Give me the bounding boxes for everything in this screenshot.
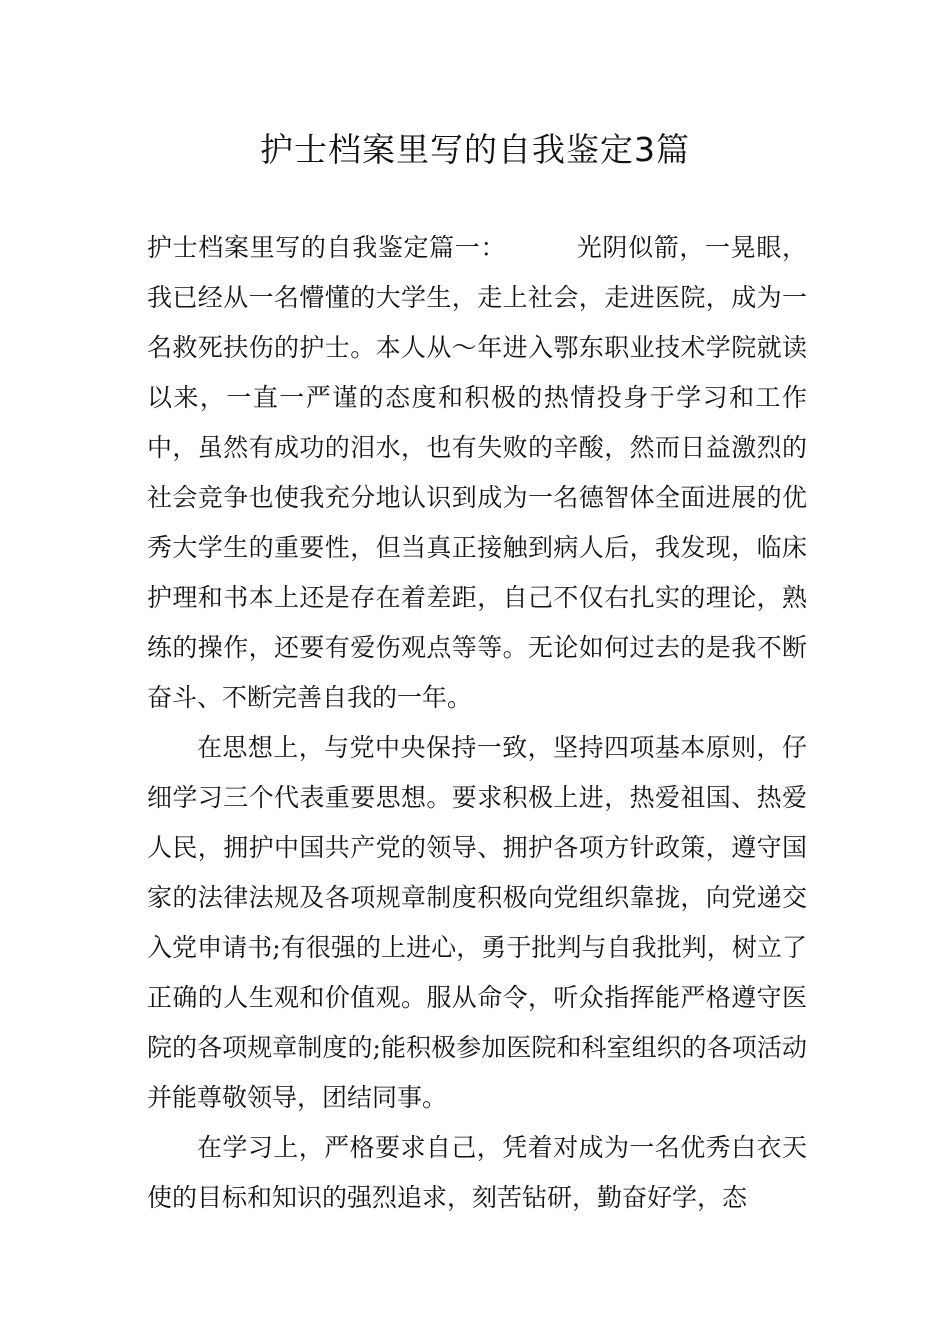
section-heading: 护士档案里写的自我鉴定篇一： — [147, 233, 507, 262]
document-body — [147, 223, 807, 1223]
paragraph-2: 在思想上，与党中央保持一致，坚持四项基本原则，仔细学习三个代表重要思想。要求积极上进，热爱祖国、热爱人民，拥护中国共产党的领导、拥护各项方针政策，遵守国家的法律法规及各项规章制度积极向党组织靠拢，向党递交入党申请书;有很强的上进心，勇于批判与自我批判，树立了正确的人生观和价值观。服从命令，听众指挥能严格遵守医院的各项规章制度的;能积极参加医院和科室组织的各项活动并能尊敬领导，团结同事。 — [147, 733, 807, 1112]
paragraph-1 — [147, 223, 807, 723]
document-title: 护士档案里写的自我鉴定3篇 — [260, 130, 690, 169]
paragraph-text: 光阴似箭，一晃眼，我已经从一名懵懂的大学生，走上社会，走进医院，成为一名救死扶伤的护士。本人从～年进入鄂东职业技术学院就读以来，一直一严谨的态度和积极的热情投身于学习和工作中，虽然有成功的泪水，也有失败的辛酸，然而日益激烈的社会竞争也使我充分地认识到成为一名德智体全面进展的优秀大学生的重要性，但当真正接触到病人后，我发现，临床护理和书本上还是存在着差距，自己不仅右扎实的理论，熟练的操作，还要有爱伤观点等等。无论如何过去的是我不断奋斗、不断完善自我的一年。 — [147, 233, 807, 712]
paragraph-3: 在学习上，严格要求自己，凭着对成为一名优秀白衣天使的目标和知识的强烈追求，刻苦钻研，勤奋好学，态 — [147, 1133, 807, 1212]
